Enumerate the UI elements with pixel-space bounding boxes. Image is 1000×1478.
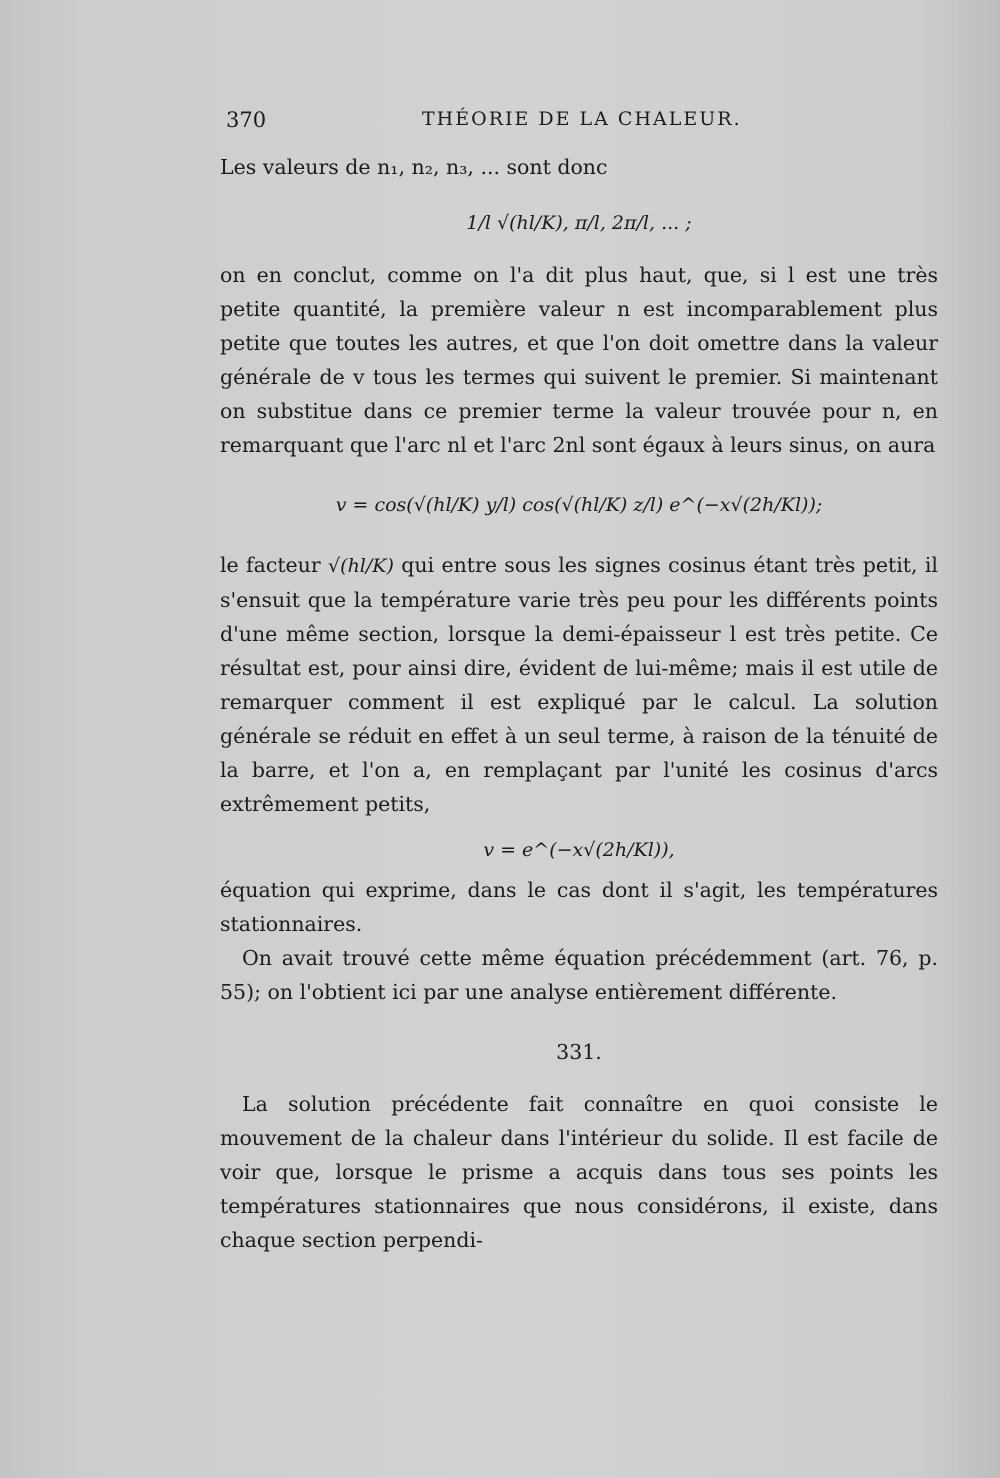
- running-title: THÉORIE DE LA CHALEUR.: [422, 108, 742, 130]
- page-number: 370: [226, 108, 267, 132]
- paragraph-3: [220, 548, 938, 821]
- formula-roots: [220, 184, 938, 258]
- formula-roots-text: 1/l √(hl/K), π/l, 2π/l, ... ;: [466, 212, 692, 234]
- page-header: [226, 108, 938, 140]
- paragraph-3-prefix: le facteur: [220, 553, 321, 577]
- article-number: 331.: [556, 1040, 602, 1064]
- paragraph-1: Les valeurs de n₁, n₂, n₃, ... sont donc: [220, 155, 608, 179]
- formula-stationary-temperature: [220, 821, 938, 873]
- paragraph-4: équation qui exprime, dans le cas dont il s'agit, les températures stationnaires.: [220, 878, 938, 936]
- sqrt-factor: √(hl/K): [328, 555, 394, 577]
- paragraph-2: on en conclut, comme on l'a dit plus haut, que, si l est une très petite quantité, la première valeur n est incomparablement plus petite que toutes les autres, et que l'on doit omettre dans la valeur générale de v tous les termes qui suivent le premier. Si maintenant on substitue dans ce premier terme la valeur trouvée pour n, en remarquant que l'arc nl et l'arc 2nl sont égaux à leurs sinus, on aura: [220, 263, 938, 457]
- paragraph-6: La solution précédente fait connaître en quoi consiste le mouvement de la chaleur dans l'intérieur du solide. Il est facile de voir que, lorsque le prisme a acquis dans tous ses points les températures stationnaires que nous considérons, il existe, dans chaque section perpendi-: [220, 1092, 938, 1252]
- body-text: [220, 150, 938, 1257]
- paragraph-5: On avait trouvé cette même équation précédemment (art. 76, p. 55); on l'obtient ici par une analyse entièrement différente.: [220, 946, 938, 1004]
- paragraph-3-text: qui entre sous les signes cosinus étant très petit, il s'ensuit que la température varie très peu pour les différents points d'une même section, lorsque la demi-épaisseur l est très petite. Ce résultat est, pour ainsi dire, évident de lui-même; mais il est utile de remarquer comment il est expliqué par le calcul. La solution générale se réduit en effet à un seul terme, à raison de la ténuité de la barre, et l'on a, en remplaçant par l'unité les cosinus d'arcs extrêmement petits,: [220, 553, 938, 816]
- formula-temperature-distribution: [220, 462, 938, 548]
- formula-temperature-distribution-text: v = cos(√(hl/K) y/l) cos(√(hl/K) z/l) e^(−x√(2h/Kl));: [335, 494, 823, 516]
- formula-stationary-temperature-text: v = e^(−x√(2h/Kl)),: [483, 839, 675, 861]
